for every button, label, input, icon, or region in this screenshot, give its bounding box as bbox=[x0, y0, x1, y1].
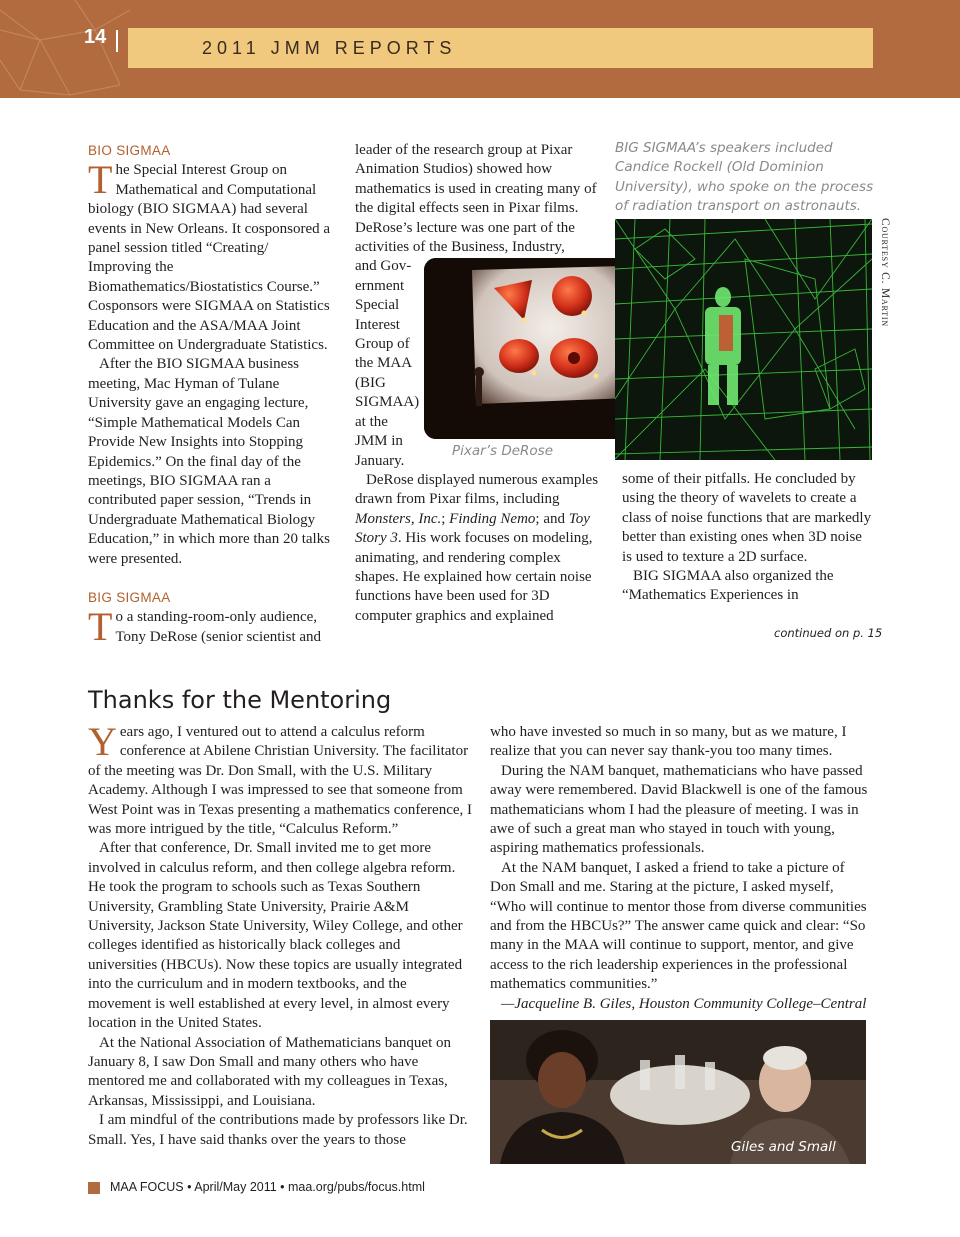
header-banner bbox=[0, 0, 960, 98]
narrow-line: JMM in bbox=[355, 433, 403, 450]
paragraph: some of their pitfalls. He concluded by using the theory of wavelets to create a class of noise functions that are markedly better than existing ones when 3D noise is used to texture a 2D surface. bbox=[622, 471, 872, 565]
mentoring-title: Thanks for the Mentoring bbox=[88, 686, 392, 714]
big-sigmaa-caption: BIG SIGMAA’s speakers included Candice Rockell (Old Dominion University), who spoke on the process of radiation transport on astronauts. bbox=[615, 140, 874, 215]
drop-cap: Y bbox=[88, 719, 117, 764]
section-title-band bbox=[128, 28, 873, 68]
paragraph: The Special Interest Group on Mathematical and Computational biology (BIO SIGMAA) had several events in New Orleans. It cosponsored a panel session titled “Creating/ Improving the Biomathematics/Biostatistics Course.” Cosponsors were SIGMAA on Statistics Education and the ASA/MAA Joint Committee on Undergraduate Statistics. bbox=[88, 157, 331, 354]
drop-cap: T bbox=[88, 157, 113, 203]
column-3 bbox=[622, 470, 874, 606]
mentoring-column-left bbox=[88, 719, 473, 1150]
narrow-line: (BIG bbox=[355, 374, 386, 391]
paragraph: At the NAM banquet, I asked a friend to take a picture of Don Small and me. Staring at the picture, I asked myself, “Who will continue to mentor those from diverse communities and from the HBCUs?” The answer came quick and clear: “So many in the MAA will continue to support, mentor, and give access to the rich leadership experiences in the professional mathematics communities.” bbox=[490, 859, 867, 993]
paragraph: I am mindful of the contributions made by professors like Dr. Small. Yes, I have said thanks over the years to those bbox=[88, 1112, 468, 1148]
narrow-line: and Gov- bbox=[355, 258, 412, 275]
photo-credit: Courtesy C. Martin bbox=[879, 218, 891, 327]
narrow-line: SIGMAA) bbox=[355, 394, 420, 411]
paragraph: During the NAM banquet, mathematicians who have passed away were remembered. David Blackwell is one of the famous mathematicians whom I had the pleasure of meeting. I was in awe of such a great man who stayed in touch with young, aspiring mathematics professionals. bbox=[490, 762, 868, 857]
drop-cap: T bbox=[88, 604, 113, 650]
paragraph: After the BIO SIGMAA business meeting, Mac Hyman of Tulane University gave an engaging lecture, “Simple Mathematical Models Can Provide New Insights into Stopping Epidemics.” On the final day of the meetings, BIO SIGMAA ran a contributed paper session, “Trends in Undergraduate Mathematical Biology Education,” in which more than 20 talks were presented. bbox=[88, 356, 331, 567]
footer-marker bbox=[88, 1182, 100, 1194]
narrow-line: Group of bbox=[355, 336, 410, 353]
paragraph: To a standing-room-only audience, Tony DeRose (senior scientist and bbox=[88, 604, 322, 650]
narrow-line: January. bbox=[355, 452, 405, 469]
paragraph: At the National Association of Mathematicians banquet on January 8, I saw Don Small and many others who have mentored me and collaborated with my colleagues in Texas, Arkansas, Mississippi, and Louisiana. bbox=[88, 1034, 452, 1109]
section-title: 2011 JMM REPORTS bbox=[202, 38, 457, 58]
narrow-line: Special bbox=[355, 297, 400, 314]
giles-small-photo bbox=[490, 1020, 866, 1164]
giles-caption: Giles and Small bbox=[731, 1139, 836, 1155]
divider bbox=[116, 30, 118, 52]
film-title: Toy Story 3 bbox=[355, 510, 590, 547]
narrow-line: the MAA bbox=[355, 355, 413, 372]
heading-bio-sigmaa: BIO SIGMAA bbox=[88, 143, 171, 158]
continued-note: continued on p. 15 bbox=[774, 626, 883, 640]
paragraph: DeRose displayed numerous examples drawn from Pixar films, including Monsters, Inc.; Finding Nemo; and Toy Story 3. His work focuses on modeling, animating, and rendering complex shapes. He explained how certain noise functions have been used for 3D computer graphics and explained bbox=[355, 471, 599, 624]
signature: —Jacqueline B. Giles, Houston Community College–Central bbox=[501, 995, 867, 1012]
paragraph: BIG SIGMAA also organized the “Mathematics Experiences in bbox=[622, 568, 834, 604]
narrow-line: at the bbox=[355, 413, 388, 430]
pixar-photo bbox=[424, 258, 632, 439]
heading-big-sigmaa: BIG SIGMAA bbox=[88, 589, 171, 605]
wireframe-figure bbox=[615, 219, 872, 460]
paragraph: who have invested so much in so many, but as we mature, I realize that you can never say thank-you too many times. bbox=[490, 724, 847, 760]
radiation-wireframe-image bbox=[615, 219, 872, 460]
paragraph: After that conference, Dr. Small invited me to get more involved in calculus reform, and then college algebra reform. He took the program to schools such as Texas Southern University, Grambling State University, Prairie A&M University, Jackson State University, Wiley College, and other colleges identified as historically black colleges and universities (HBCUs). Now these topics are usually integrated into the curriculum and in modern textbooks, and the movement is well established at every level, in almost every location in the United States. bbox=[88, 840, 463, 1032]
decorative-pattern bbox=[0, 0, 130, 98]
presentation-image bbox=[424, 258, 632, 439]
page-number: 14 bbox=[84, 26, 107, 48]
paragraph: leader of the research group at Pixar Animation Studios) showed how mathematics is used in creating many of the digital effects seen in Pixar films. DeRose’s lecture was one part of the activities of the Business, Industry, bbox=[355, 142, 597, 256]
narrow-line: Interest bbox=[355, 316, 400, 333]
paragraph: Years ago, I ventured out to attend a calculus reform conference at Abilene Christian University. The facilitator of the meeting was Dr. Don Small, with the U.S. Military Academy. Although I was impressed to see that someone from West Point was in Texas presenting a mathematics conference, I was more intrigued by the title, “Calculus Reform.” bbox=[88, 719, 473, 838]
footer-text: MAA FOCUS • April/May 2011 • maa.org/pubs/focus.html bbox=[110, 1180, 425, 1194]
film-title: Monsters, Inc. bbox=[355, 510, 442, 527]
narrow-line: ernment bbox=[355, 277, 405, 294]
mentoring-column-right bbox=[490, 723, 872, 1014]
pixar-caption: Pixar’s DeRose bbox=[452, 443, 553, 459]
film-title: Finding Nemo bbox=[449, 510, 536, 527]
column-1 bbox=[88, 141, 334, 650]
